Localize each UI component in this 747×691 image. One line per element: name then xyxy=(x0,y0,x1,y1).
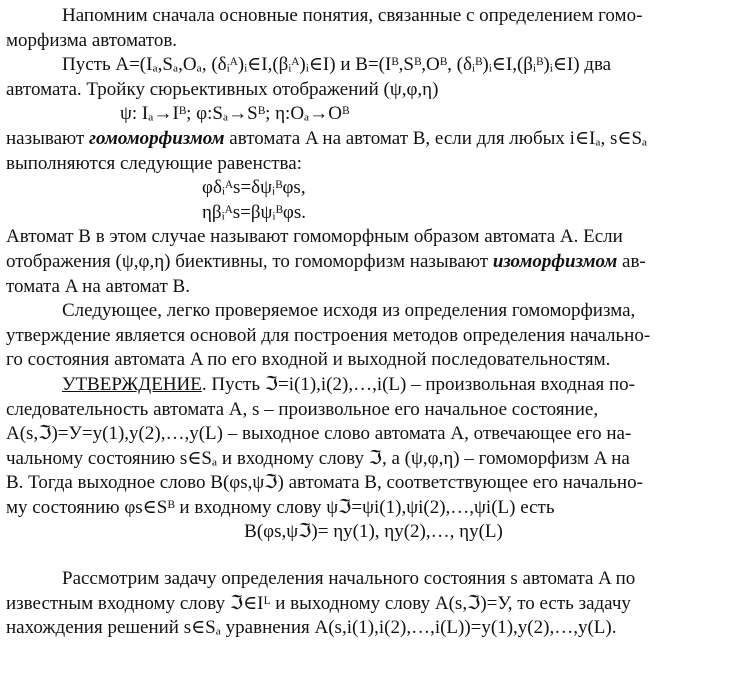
paragraph-gap xyxy=(6,545,741,567)
text-line: известным входному слову ℑ∈Iᴸ и выходному слову A(s,ℑ)=У, то есть задачу xyxy=(6,592,631,614)
text-line: му состоянию φs∈Sᴮ и входному слову ψℑ=ψi(1),ψi(2),…,ψi(L) есть xyxy=(6,496,555,518)
emphasized-term: гомоморфизмом xyxy=(89,127,225,149)
text-line: автомата. Тройку сюрьективных отображений (ψ,φ,η) xyxy=(6,78,439,100)
text-line: следовательность автомата A, s – произвольное его начальное состояние, xyxy=(6,398,599,420)
text-line: Рассмотрим задачу определения начального состояния s автомата A по xyxy=(62,568,636,590)
text-line: Автомат B в этом случае называют гомоморфным образом автомата A. Если xyxy=(6,226,623,248)
text-line: морфизма автоматов. xyxy=(6,29,178,51)
formula-output-word: B(φs,ψℑ)= ηy(1), ηy(2),…, ηy(L) xyxy=(244,521,503,543)
statement-heading-line: УТВЕРЖДЕНИЕ. Пусть ℑ=i(1),i(2),…,i(L) – произвольная входная по- xyxy=(62,373,635,395)
text-line-homomorphism-definition: называют гомоморфизмом автомата A на автомат B, если для любых i∈Iₐ, s∈Sₐ xyxy=(6,127,648,149)
text-line: B. Тогда выходное слово B(φs,ψℑ) автомата B, соответствующее его начально- xyxy=(6,472,643,494)
text-line: A(s,ℑ)=У=y(1),y(2),…,y(L) – выходное слово автомата A, отвечающее его на- xyxy=(6,423,632,445)
text-line: чальному состоянию s∈Sₐ и входному слову ℑ, а (ψ,φ,η) – гомоморфизм A на xyxy=(6,447,630,469)
text-line: Напомним сначала основные понятия, связанные с определением гомо- xyxy=(62,5,643,26)
emphasized-term: УТВЕРЖДЕНИЕ xyxy=(62,373,202,395)
emphasized-term: изоморфизмом xyxy=(492,250,618,272)
formula-beta-equality: ηβᵢᴬs=βψᵢᴮφs. xyxy=(202,201,306,223)
formula-mappings: ψ: Iₐ→Iᴮ; φ:Sₐ→Sᴮ; η:Oₐ→Oᴮ xyxy=(120,103,350,125)
text-line: утверждение является основой для построения методов определения начально- xyxy=(6,324,651,346)
text-line: выполняются следующие равенства: xyxy=(6,152,302,174)
text-line: го состояния автомата A по его входной и выходной последовательностям. xyxy=(6,349,611,371)
formula-delta-equality: φδᵢᴬs=δψᵢᴮφs, xyxy=(202,177,306,199)
text-line: нахождения решений s∈Sₐ уравнения A(s,i(1),i(2),…,i(L))=y(1),y(2),…,y(L). xyxy=(6,617,617,639)
text-line: Пусть A=(Iₐ,Sₐ,Oₐ, (δᵢᴬ)ᵢ∈I,(βᵢᴬ)ᵢ∈I) и B=(Iᴮ,Sᴮ,Oᴮ, (δᵢᴮ)ᵢ∈I,(βᵢᴮ)ᵢ∈I) два xyxy=(62,54,612,76)
text-line-isomorphism-definition: отображения (ψ,φ,η) биективны, то гомоморфизм называют изоморфизмом ав- xyxy=(6,250,646,272)
text-line: томата A на автомат B. xyxy=(6,275,190,297)
text-line: Следующее, легко проверяемое исходя из определения гомоморфизма, xyxy=(62,300,636,322)
